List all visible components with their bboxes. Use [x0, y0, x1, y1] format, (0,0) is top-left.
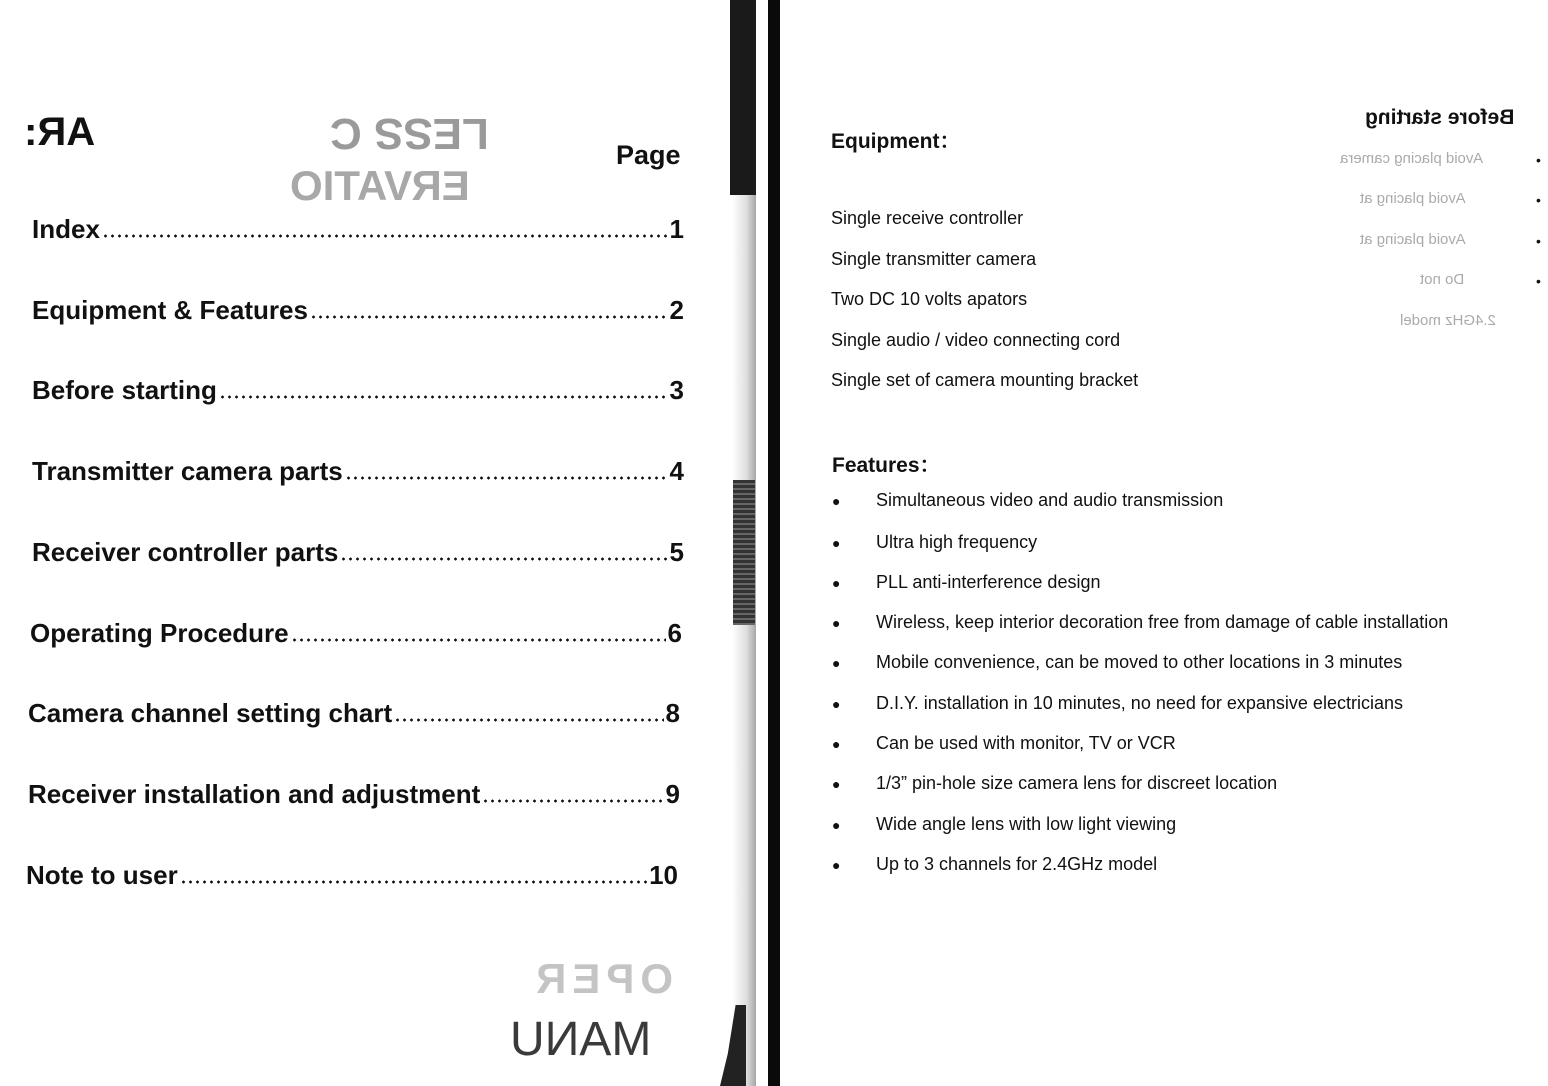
toc-entry-page: 4	[669, 456, 684, 486]
toc-leader-dots	[345, 476, 668, 480]
toc-leader-dots	[310, 315, 668, 319]
toc-entry-receiver-controller-parts[interactable]	[32, 531, 684, 565]
toc-entry-page: 8	[665, 698, 680, 728]
bullet-icon: ●	[832, 574, 841, 591]
toc-entry-transmitter-camera-parts[interactable]	[32, 450, 684, 484]
bullet-icon: •	[1536, 192, 1541, 208]
feature-text: Ultra high frequency	[876, 532, 1038, 552]
toc-entry-page: 5	[669, 537, 684, 567]
toc-entry-title: Before starting	[32, 375, 217, 405]
scan-artifact	[733, 480, 755, 625]
bleed-through-line: Avoid placing at	[1360, 231, 1466, 248]
bullet-icon: ●	[832, 735, 841, 752]
toc-entry-page: 9	[665, 779, 680, 809]
toc-leader-dots	[394, 718, 663, 722]
bleed-through-line: 2.4GHz model	[1400, 312, 1496, 329]
bleed-through-line: Avoid placing camera	[1340, 150, 1484, 167]
toc-entry-title: Receiver installation and adjustment	[28, 779, 481, 809]
toc-entry-receiver-installation[interactable]	[28, 773, 680, 807]
toc-leader-dots	[219, 395, 668, 399]
feature-text: Can be used with monitor, TV or VCR	[876, 733, 1176, 753]
feature-item	[832, 490, 1223, 511]
feature-text: Simultaneous video and audio transmission	[876, 490, 1224, 510]
equipment-item: Single receive controller	[831, 208, 1024, 228]
toc-entry-operating-procedure[interactable]	[30, 612, 682, 646]
toc-entry-title: Index	[32, 214, 100, 244]
feature-text: Up to 3 channels for 2.4GHz model	[876, 854, 1158, 874]
bullet-icon: ●	[832, 492, 841, 509]
toc-leader-dots	[340, 557, 667, 561]
toc-entry-page: 10	[649, 860, 678, 890]
feature-item	[832, 733, 1176, 754]
feature-item	[832, 612, 1448, 633]
toc-entry-title: Equipment & Features	[32, 295, 308, 325]
bleed-through-fragment: MANU	[510, 1013, 652, 1066]
toc-entry-title: Operating Procedure	[30, 618, 289, 648]
bullet-icon: ●	[832, 816, 841, 833]
bleed-through-line: Avoid placing at	[1360, 190, 1466, 207]
bullet-icon: •	[1536, 273, 1541, 289]
feature-text: Wide angle lens with low light viewing	[876, 814, 1177, 834]
toc-entry-title: Note to user	[26, 860, 178, 890]
bullet-icon: ●	[832, 534, 841, 551]
feature-item	[832, 572, 1100, 593]
toc-entry-page: 3	[669, 375, 684, 405]
toc-entry-equipment-features[interactable]	[32, 289, 684, 323]
toc-entry-before-starting[interactable]	[32, 369, 684, 403]
scan-artifact	[730, 0, 756, 195]
toc-entry-title: Camera channel setting chart	[28, 698, 393, 728]
bleed-through-fragment: AR:	[24, 110, 96, 154]
toc-entry-title: Receiver controller parts	[32, 537, 339, 567]
equipment-item: Two DC 10 volts apators	[831, 289, 1028, 309]
equipment-item: Single transmitter camera	[831, 249, 1037, 269]
left-page	[0, 0, 770, 1086]
bullet-icon: ●	[832, 775, 841, 792]
page-gutter	[768, 0, 780, 1086]
bullet-icon: ●	[832, 856, 841, 873]
bleed-through-fragment: ERVATIO	[290, 162, 470, 209]
toc-entry-title: Transmitter camera parts	[32, 456, 343, 486]
bleed-through-heading: Before starting	[1365, 106, 1515, 129]
equipment-item: Single set of camera mounting bracket	[831, 370, 1139, 390]
page-column-label: Page	[616, 140, 681, 170]
bleed-through-line: Do not	[1420, 271, 1465, 288]
feature-text: Wireless, keep interior decoration free from damage of cable installation	[876, 612, 1449, 632]
bullet-icon: ●	[832, 614, 841, 631]
toc-entry-page: 6	[667, 618, 682, 648]
toc-leader-dots	[291, 638, 666, 642]
feature-text: PLL anti-interference design	[876, 572, 1101, 592]
bleed-through-fragment: OPER	[530, 955, 674, 1002]
feature-item	[832, 532, 1037, 553]
feature-item	[832, 854, 1157, 875]
toc-entry-index[interactable]	[32, 208, 684, 242]
equipment-heading: Equipment：	[831, 130, 961, 153]
feature-item	[832, 693, 1403, 714]
right-page	[780, 0, 1548, 1086]
toc-entry-page: 1	[669, 214, 684, 244]
bullet-icon: •	[1536, 152, 1541, 168]
bullet-icon: ●	[832, 654, 841, 671]
feature-item	[832, 773, 1277, 794]
feature-text: Mobile convenience, can be moved to other locations in 3 minutes	[876, 652, 1403, 672]
toc-entry-note-to-user[interactable]	[26, 854, 678, 888]
bleed-through-fragment: LESS C	[330, 109, 489, 158]
bullet-icon: •	[1536, 233, 1541, 249]
toc-entry-camera-channel-setting-chart[interactable]	[28, 692, 680, 726]
feature-text: 1/3” pin-hole size camera lens for discreet location	[876, 773, 1278, 793]
toc-entry-page: 2	[669, 295, 684, 325]
bullet-icon: ●	[832, 695, 841, 712]
feature-item	[832, 652, 1402, 673]
toc-leader-dots	[482, 799, 663, 803]
toc-leader-dots	[102, 234, 668, 238]
features-heading: Features：	[832, 454, 941, 477]
toc-leader-dots	[180, 880, 647, 884]
feature-item	[832, 814, 1176, 835]
equipment-item: Single audio / video connecting cord	[831, 330, 1121, 350]
feature-text: D.I.Y. installation in 10 minutes, no need for expansive electricians	[876, 693, 1403, 713]
